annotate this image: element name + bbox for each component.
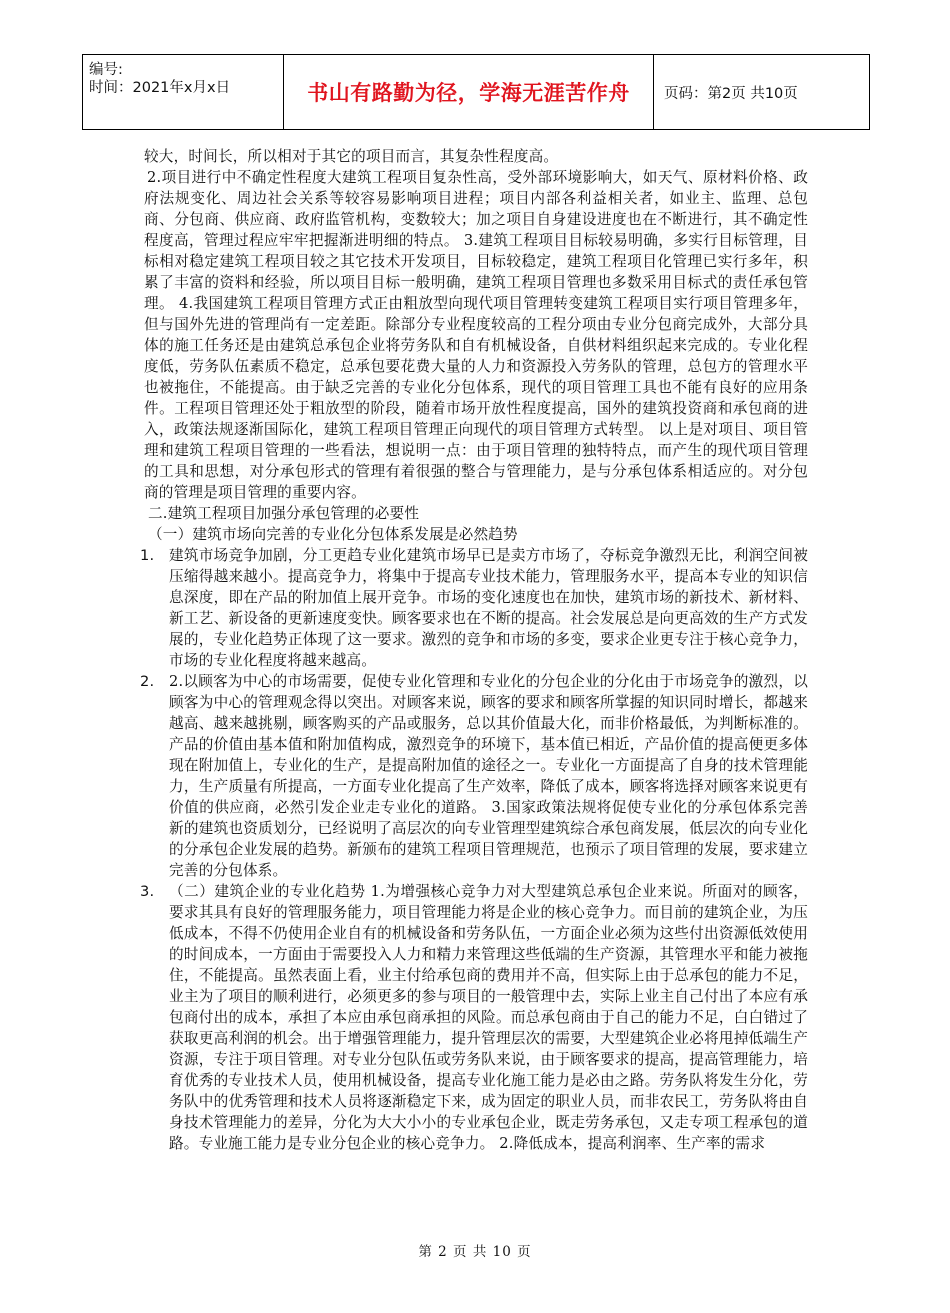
list-item <box>140 671 808 881</box>
list-item-text: 2.以顾客为中心的市场需要，促使专业化管理和专业化的分包企业的分化由于市场竞争的激烈，以顾客为中心的管理观念得以突出。对顾客来说，顾客的要求和顾客所掌握的知识同时增长，都越来越高、越来越挑剔，顾客购买的产品或服务，总以其价值最大化，而非价格最低，为判断标准的。产品的价值由基本值和附加值构成，激烈竞争的环境下，基本值已相近，产品价值的提高便更多体现在附加值上，专业化的生产，是提高附加值的途径之一。专业化一方面提高了自身的技术管理能力，生产质量有所提高，一方面专业化提高了生产效率，降低了成本，顾客将选择对顾客来说更有价值的供应商，必然引发企业走专业化的道路。 3.国家政策法规将促使专业化的分承包体系完善新的建筑也资质划分，已经说明了高层次的向专业管理型建筑综合承包商发展，低层次的向专业化的分承包企业发展的趋势。新颁布的建筑工程项目管理规范，也预示了项目管理的发展，要求建立完善的分包体系。 <box>169 673 808 879</box>
header-table <box>82 54 870 130</box>
page-footer: 第 2 页 共 10 页 <box>418 1244 532 1260</box>
sub-heading: （一）建筑市场向完善的专业化分包体系发展是必然趋势 <box>148 526 518 543</box>
list-item-number: 1. <box>140 547 155 564</box>
list-item-number: 3. <box>140 883 155 900</box>
document-body <box>140 146 808 1154</box>
section-heading: 二.建筑工程项目加强分承包管理的必要性 <box>148 505 420 522</box>
paragraph-project-characteristics: 2.项目进行中不确定性程度大建筑工程项目复杂性高，受外部环境影响大，如天气、原材料价格、政府法规变化、周边社会关系等较容易影响项目进程；项目内部各利益相关者，如业主、监理、总包商、分包商、供应商、政府监管机构，变数较大；加之项目自身建设进度也在不断进行，其不确定性程度高，管理过程应牢牢把握渐进明细的特点。 3.建筑工程项目目标较易明确，多实行目标管理，目标相对稳定建筑工程项目较之其它技术开发项目，目标较稳定，建筑工程项目化管理已实行多年，积累了丰富的资料和经验，所以项目目标一般明确，建筑工程项目管理也多数采用目标式的责任承包管理。 4.我国建筑工程项目管理方式正由粗放型向现代项目管理转变建筑工程项目实行项目管理多年，但与国外先进的管理尚有一定差距。除部分专业程度较高的工程分项由专业分包商完成外，大部分具体的施工任务还是由建筑总承包企业将劳务队和自有机械设备，自供材料组织起来完成的。专业化程度低，劳务队伍素质不稳定，总承包要花费大量的人力和资源投入劳务队的管理，总包方的管理水平也被拖住，不能提高。由于缺乏完善的专业化分包体系，现代的项目管理工具也不能有良好的应用条件。工程项目管理还处于粗放型的阶段，随着市场开放性程度提高，国外的建筑投资商和承包商的进入，政策法规逐渐国际化，建筑工程项目管理正向现代的项目管理方式转型。 以上是对项目、项目管理和建筑工程项目管理的一些看法，想说明一点：由于项目管理的独特特点，而产生的现代项目管理的工具和思想，对分承包形式的管理有着很强的整合与管理能力，是与分承包体系相适应的。对分包商的管理是项目管理的重要内容。 <box>144 169 808 501</box>
list-item-text: （二）建筑企业的专业化趋势 1.为增强核心竞争力对大型建筑总承包企业来说。所面对的顾客，要求其具有良好的管理服务能力，项目管理能力将是企业的核心竞争力。而目前的建筑企业，为压低成本，不得不仍使用企业自有的机械设备和劳务队伍，一方面企业必须为这些付出资源低效使用的时间成本，一方面由于需要投入人力和精力来管理这些低端的生产资源，其管理水平和能力被拖住，不能提高。虽然表面上看，业主付给承包商的费用并不高，但实际上由于总承包的能力不足，业主为了项目的顺利进行，必须更多的参与项目的一般管理中去，实际上业主自己付出了本应有承包商付出的成本，承担了本应由承包商承担的风险。而总承包商由于自己的能力不足，白白错过了获取更高利润的机会。出于增强管理能力，提升管理层次的需要，大型建筑企业必将甩掉低端生产资源，专注于项目管理。对专业分包队伍或劳务队来说，由于顾客要求的提高，提高管理能力，培育优秀的专业技术人员，使用机械设备，提高专业化施工能力是必由之路。劳务队将发生分化，劳务队中的优秀管理和技术人员将逐渐稳定下来，成为固定的职业人员，而非农民工，劳务队将由自身技术管理能力的差异，分化为大大小小的专业承包企业，既走劳务承包，又走专项工程承包的道路。专业施工能力是专业分包企业的核心竞争力。 2.降低成本，提高利润率、生产率的需求 <box>169 883 808 1152</box>
document-time-label: 时间：2021年x月x日 <box>89 80 231 96</box>
header-meta <box>83 55 284 129</box>
paragraph-continued: 较大，时间长，所以相对于其它的项目而言，其复杂性程度高。 <box>144 148 559 165</box>
document-number-label: 编号: <box>89 62 123 78</box>
header-motto: 书山有路勤为径，学海无涯苦作舟 <box>284 55 654 129</box>
list-item <box>140 545 808 671</box>
list-item-number: 2. <box>140 673 155 690</box>
list-item-text: 建筑市场竞争加剧，分工更趋专业化建筑市场早已是卖方市场了，夺标竞争激烈无比，利润空间被压缩得越来越小。提高竞争力，将集中于提高专业技术能力，管理服务水平，提高本专业的知识信息深度，即在产品的附加值上展开竞争。市场的变化速度也在加快，建筑市场的新技术、新材料、新工艺、新设备的更新速度变快。顾客要求也在不断的提高。社会发展总是向更高效的生产方式发展的，专业化趋势正体现了这一要求。激烈的竞争和市场的多变，要求企业更专注于核心竞争力，市场的专业化程度将越来越高。 <box>169 547 808 669</box>
header-page-info: 页码：第2页 共10页 <box>664 85 798 102</box>
list-item <box>140 881 808 1154</box>
